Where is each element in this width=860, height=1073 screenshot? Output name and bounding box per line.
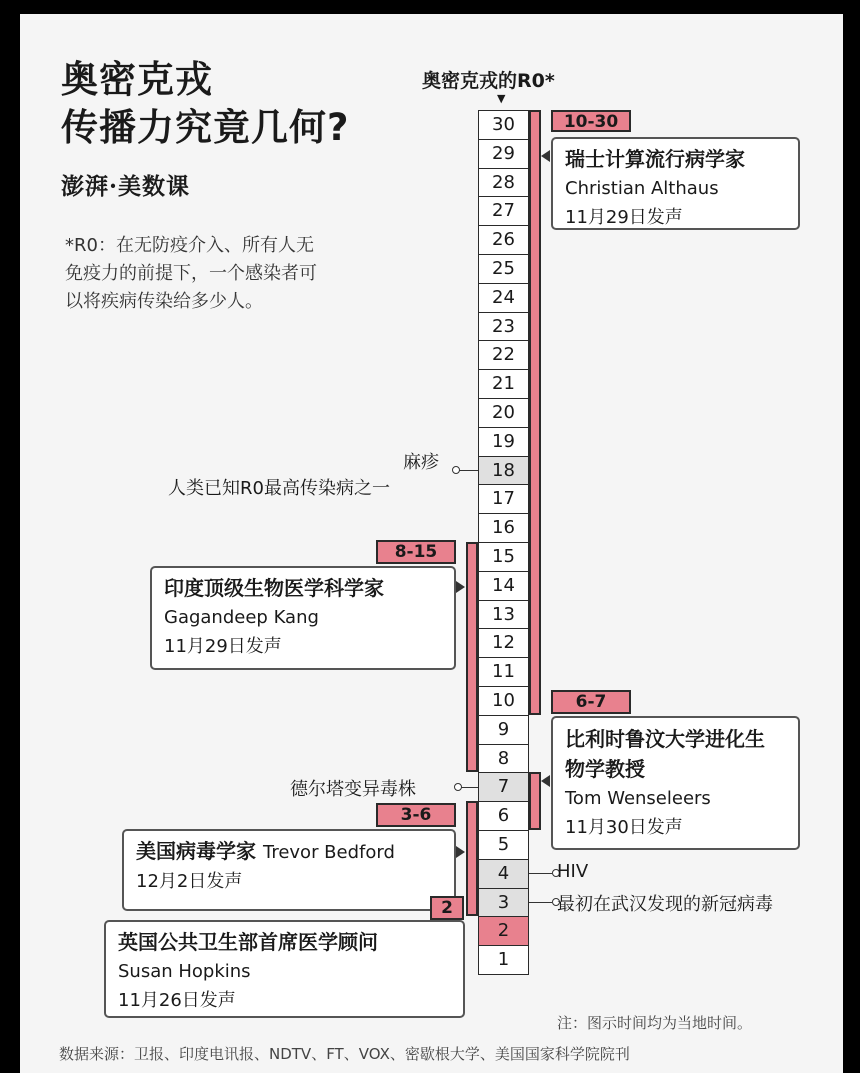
range-tag-10-30: 10-30	[551, 110, 631, 132]
scale-cell-7: 7	[478, 772, 529, 802]
scale-cell-20: 20	[478, 398, 529, 428]
expert-card-4	[122, 829, 456, 911]
estimate-bar-3-6	[466, 801, 478, 916]
estimate-bar-6-7	[529, 772, 541, 830]
scale-title: 奥密克戎的R0*	[422, 70, 555, 92]
scale-cell-28: 28	[478, 168, 529, 198]
expert-name: Trevor Bedford	[262, 842, 395, 863]
scale-cell-27: 27	[478, 196, 529, 226]
expert-title: 印度顶级生物医学科学家	[164, 576, 384, 600]
pointer-arrow-icon	[541, 150, 550, 162]
scale-cell-1: 1	[478, 945, 529, 975]
range-tag-6-7: 6-7	[551, 690, 631, 714]
expert-title: 英国公共卫生部首席医学顾问	[118, 930, 378, 954]
scale-cell-5: 5	[478, 830, 529, 860]
expert-name: Gagandeep Kang	[164, 607, 319, 628]
reference-label-3: 最初在武汉发现的新冠病毒	[557, 894, 773, 915]
expert-title: 美国病毒学家	[136, 839, 263, 863]
statement-date: 11月26日发声	[118, 990, 236, 1011]
r0-definition-note: *R0：在无防疫介入、所有人无免疫力的前提下，一个感染者可以将疾病传染给多少人。	[65, 235, 317, 312]
reference-leader-7	[460, 787, 478, 788]
statement-date: 11月30日发声	[565, 817, 683, 838]
page-title	[61, 56, 349, 152]
scale-cell-8: 8	[478, 744, 529, 774]
statement-date: 11月29日发声	[164, 636, 282, 657]
reference-label-18: 麻疹	[403, 452, 439, 473]
scale-cell-2: 2	[478, 916, 529, 946]
scale-cell-26: 26	[478, 225, 529, 255]
pointer-arrow-icon	[456, 846, 465, 858]
pointer-arrow-icon	[456, 581, 465, 593]
scale-cell-18: 18	[478, 456, 529, 486]
scale-cell-25: 25	[478, 254, 529, 284]
title-line-2: 传播力究竟几何?	[61, 106, 350, 149]
range-tag-2: 2	[430, 896, 464, 920]
scale-cell-13: 13	[478, 600, 529, 630]
statement-date: 12月2日发声	[136, 871, 243, 892]
expert-name: Tom Wenseleers	[565, 788, 711, 809]
scale-cell-11: 11	[478, 657, 529, 687]
footnote: 注：图示时间均为当地时间。	[557, 1014, 753, 1032]
scale-cell-14: 14	[478, 571, 529, 601]
reference-sublabel-18: 人类已知R0最高传染病之一	[168, 478, 390, 499]
scale-cell-10: 10	[478, 686, 529, 716]
scale-cell-24: 24	[478, 283, 529, 313]
pointer-arrow-icon	[541, 775, 550, 787]
reference-label-4: HIV	[557, 861, 589, 883]
scale-cell-17: 17	[478, 484, 529, 514]
estimate-bar-8-15	[466, 542, 478, 772]
scale-cell-22: 22	[478, 340, 529, 370]
expert-card-1	[551, 137, 800, 230]
reference-dot-18	[452, 466, 460, 474]
scale-cell-30: 30	[478, 110, 529, 140]
range-tag-3-6: 3-6	[376, 803, 456, 827]
reference-dot-7	[454, 783, 462, 791]
scale-cell-12: 12	[478, 628, 529, 658]
expert-name: Christian Althaus	[565, 178, 719, 199]
scale-cell-3: 3	[478, 888, 529, 918]
reference-leader-4	[529, 873, 552, 874]
scale-cell-15: 15	[478, 542, 529, 572]
scale-cell-16: 16	[478, 513, 529, 543]
statement-date: 11月29日发声	[565, 207, 683, 228]
reference-label-7: 德尔塔变异毒株	[290, 778, 416, 800]
down-arrow-icon: ▼	[497, 92, 506, 105]
scale-cell-6: 6	[478, 801, 529, 831]
reference-leader-3	[529, 902, 552, 903]
scale-cell-23: 23	[478, 312, 529, 342]
data-source: 数据来源：卫报、印度电讯报、NDTV、FT、VOX、密歇根大学、美国国家科学院院刊	[59, 1045, 630, 1063]
brand-logo: 澎湃·美数课	[61, 173, 191, 200]
scale-cell-21: 21	[478, 369, 529, 399]
estimate-bar-10-30	[529, 110, 541, 715]
expert-title: 比利时鲁汶大学进化生物学教授	[565, 727, 765, 781]
expert-card-2	[150, 566, 456, 670]
expert-title: 瑞士计算流行病学家	[565, 147, 745, 171]
scale-cell-9: 9	[478, 715, 529, 745]
expert-card-3	[551, 716, 800, 850]
expert-card-5	[104, 920, 465, 1018]
title-line-1: 奥密克戎	[61, 58, 213, 101]
range-tag-8-15: 8-15	[376, 540, 456, 564]
scale-cell-19: 19	[478, 427, 529, 457]
scale-cell-29: 29	[478, 139, 529, 169]
expert-name: Susan Hopkins	[118, 961, 251, 982]
scale-cell-4: 4	[478, 859, 529, 889]
